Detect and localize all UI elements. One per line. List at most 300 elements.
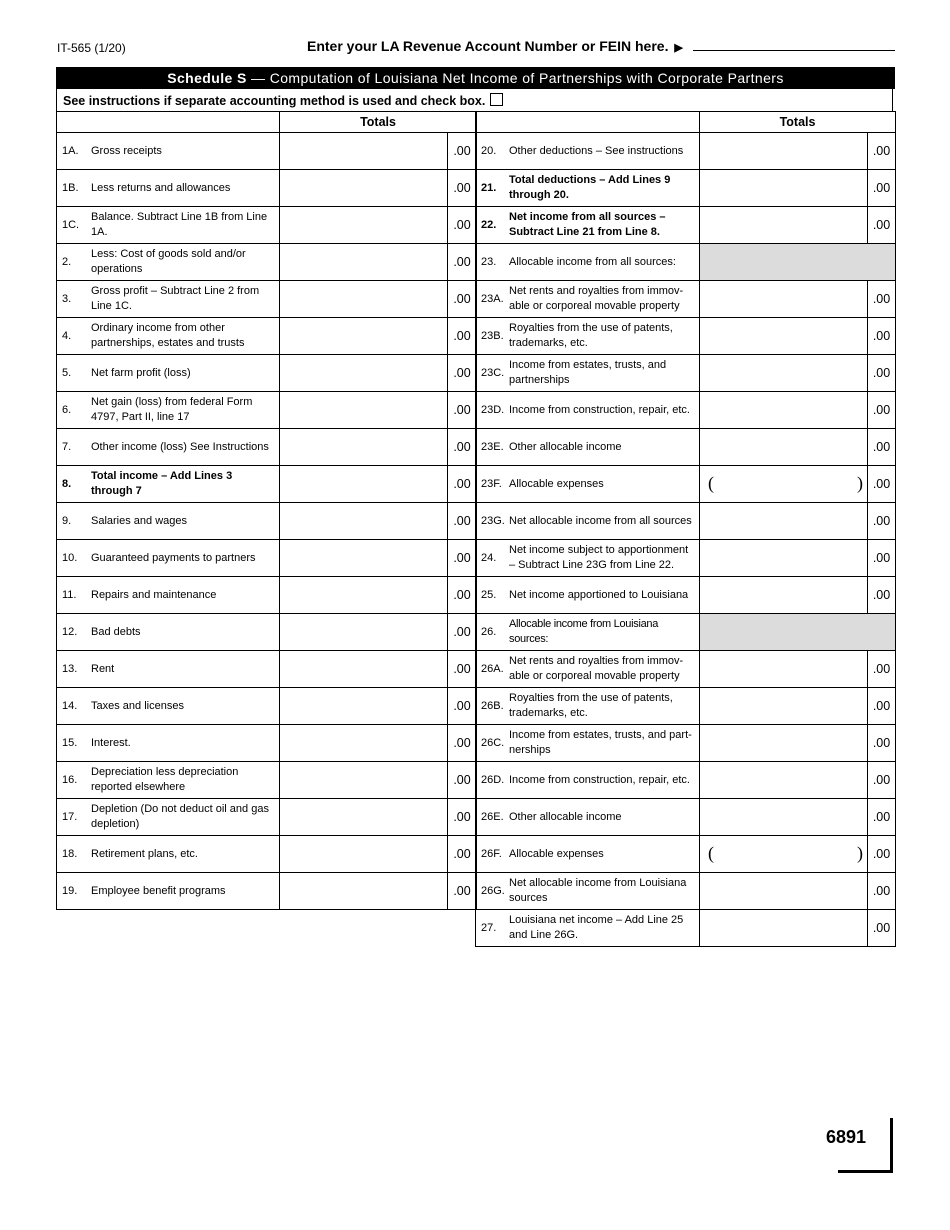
- right-label-header: [476, 112, 700, 133]
- right-line-label-cell: [476, 392, 700, 429]
- line-number: 26.: [481, 625, 497, 638]
- line-number: 1B.: [62, 181, 79, 194]
- right-line-label-cell: [476, 577, 700, 614]
- left-totals-header: Totals: [280, 112, 477, 133]
- amount-input[interactable]: [280, 207, 448, 244]
- left-line-label-cell: [57, 873, 280, 910]
- cents-suffix: .00: [868, 762, 896, 799]
- line-label: [476, 281, 699, 317]
- amount-input[interactable]: [700, 503, 868, 540]
- cents-suffix: .00: [868, 873, 896, 910]
- right-line-label-cell: [476, 355, 700, 392]
- amount-input[interactable]: [700, 688, 868, 725]
- cents-suffix: .00: [868, 836, 896, 873]
- left-line-label-cell: [57, 577, 280, 614]
- cents-suffix: .00: [868, 651, 896, 688]
- line-number: 26E.: [481, 810, 504, 823]
- amount-input[interactable]: [700, 910, 868, 947]
- amount-input[interactable]: [280, 762, 448, 799]
- line-label: [57, 577, 279, 613]
- schedule-title-text: — Computation of Louisiana Net Income of Partnerships with Corporate Partners: [246, 70, 784, 86]
- line-description: Net income from all sources – Subtract Line 21 from Line 8.: [509, 211, 666, 238]
- line-number: 1C.: [62, 218, 80, 231]
- amount-input[interactable]: [700, 466, 868, 503]
- line-number: 18.: [62, 847, 78, 860]
- cents-suffix: .00: [448, 873, 477, 910]
- right-line-label-cell: [476, 873, 700, 910]
- amount-input[interactable]: [280, 318, 448, 355]
- amount-input[interactable]: [700, 873, 868, 910]
- corner-mark-vertical: [890, 1118, 893, 1173]
- left-line-row: [57, 577, 477, 614]
- page-code: 6891: [826, 1127, 867, 1147]
- line-description: Salaries and wages: [91, 514, 188, 527]
- right-line-row: [476, 133, 896, 170]
- line-description: Royalties from the use of patents, trademarks, etc.: [509, 322, 673, 349]
- amount-input[interactable]: [700, 170, 868, 207]
- left-line-label-cell: [57, 133, 280, 170]
- line-label: [476, 910, 699, 946]
- line-number: 3.: [62, 292, 72, 305]
- corner-mark-horizontal: [838, 1170, 893, 1173]
- amount-input[interactable]: [280, 873, 448, 910]
- right-line-row: [476, 355, 896, 392]
- left-line-label-cell: [57, 651, 280, 688]
- separate-accounting-instruction: [56, 89, 893, 111]
- amount-input[interactable]: [700, 836, 868, 873]
- amount-input[interactable]: [700, 133, 868, 170]
- line-label: [57, 688, 279, 724]
- cents-suffix: .00: [868, 799, 896, 836]
- left-line-label-cell: [57, 762, 280, 799]
- line-description: Allocable income from Louisiana sources:: [509, 618, 659, 645]
- line-label: [476, 540, 699, 576]
- amount-input[interactable]: [700, 355, 868, 392]
- line-number: 6.: [62, 403, 72, 416]
- line-description: Gross profit – Subtract Line 2 from Line 1C.: [91, 285, 260, 312]
- line-number: 15.: [62, 736, 78, 749]
- line-label: [57, 207, 279, 243]
- amount-input[interactable]: [280, 133, 448, 170]
- cents-suffix: .00: [868, 355, 896, 392]
- line-label: [57, 503, 279, 539]
- cents-suffix: .00: [868, 429, 896, 466]
- amount-input[interactable]: [280, 355, 448, 392]
- left-line-label-cell: [57, 725, 280, 762]
- left-line-row: [57, 133, 477, 170]
- right-line-label-cell: [476, 614, 700, 651]
- cents-suffix: .00: [448, 355, 477, 392]
- amount-input[interactable]: [280, 725, 448, 762]
- left-line-row: [57, 281, 477, 318]
- line-number: 8.: [62, 477, 72, 490]
- amount-input[interactable]: [280, 170, 448, 207]
- left-line-label-cell: [57, 540, 280, 577]
- line-description: Depletion (Do not deduct oil and gas depletion): [91, 803, 269, 830]
- line-number: 9.: [62, 514, 72, 527]
- right-line-label-cell: [476, 133, 700, 170]
- close-paren: ): [857, 473, 863, 493]
- line-label: [57, 392, 279, 428]
- cents-suffix: .00: [868, 910, 896, 947]
- line-label: [476, 244, 699, 280]
- amount-input[interactable]: [700, 207, 868, 244]
- line-description: Depreciation less depreciation reported elsewhere: [91, 766, 239, 793]
- right-line-label-cell: [476, 799, 700, 836]
- amount-input[interactable]: [700, 540, 868, 577]
- line-number: 23F.: [481, 477, 502, 490]
- line-number: 26D.: [481, 773, 505, 786]
- cents-suffix: .00: [448, 762, 477, 799]
- line-label: [476, 725, 699, 761]
- line-description: Net income subject to apportionment – Subtract Line 23G from Line 22.: [509, 544, 689, 571]
- arrow-right-icon: ▶: [674, 42, 683, 54]
- line-description: Net rents and royalties from immov-able or corporeal movable property: [509, 655, 684, 682]
- cents-suffix: .00: [868, 170, 896, 207]
- line-number: 23G.: [481, 514, 505, 527]
- cents-suffix: .00: [448, 651, 477, 688]
- line-label: [476, 799, 699, 835]
- right-line-row: [476, 836, 896, 873]
- open-paren: (: [708, 843, 714, 863]
- line-label: [476, 170, 699, 206]
- line-description: Retirement plans, etc.: [91, 847, 198, 860]
- right-line-row: [476, 873, 896, 910]
- left-line-row: [57, 762, 477, 799]
- cents-suffix: .00: [448, 577, 477, 614]
- line-number: 26F.: [481, 847, 502, 860]
- line-label: [476, 355, 699, 391]
- cents-suffix: .00: [448, 725, 477, 762]
- line-number: 1A.: [62, 144, 79, 157]
- line-label: [57, 799, 279, 835]
- right-line-row: [476, 762, 896, 799]
- cents-suffix: .00: [448, 466, 477, 503]
- line-description: Gross receipts: [91, 144, 162, 157]
- line-description: Allocable income from all sources:: [509, 255, 676, 268]
- right-line-label-cell: [476, 836, 700, 873]
- cents-suffix: .00: [868, 688, 896, 725]
- line-label: [57, 762, 279, 798]
- left-line-label-cell: [57, 244, 280, 281]
- cents-suffix: .00: [448, 244, 477, 281]
- line-label: [57, 466, 279, 502]
- line-description: Other allocable income: [509, 810, 622, 823]
- line-description: Total deductions – Add Lines 9 through 20.: [509, 174, 671, 201]
- amount-input[interactable]: [700, 318, 868, 355]
- line-number: 10.: [62, 551, 78, 564]
- line-description: Royalties from the use of patents, trademarks, etc.: [509, 692, 673, 719]
- right-line-row: [476, 429, 896, 466]
- line-number: 23E.: [481, 440, 504, 453]
- line-label: [476, 873, 699, 909]
- form-id: IT-565 (1/20): [57, 41, 126, 55]
- amount-input[interactable]: [280, 466, 448, 503]
- left-line-label-cell: [57, 503, 280, 540]
- cents-suffix: .00: [868, 281, 896, 318]
- amount-input[interactable]: [700, 429, 868, 466]
- line-description: Bad debts: [91, 625, 141, 638]
- line-number: 20.: [481, 144, 497, 157]
- right-line-row: [476, 318, 896, 355]
- cents-suffix: .00: [448, 133, 477, 170]
- schedule-title: [56, 67, 895, 89]
- line-label: [476, 762, 699, 798]
- right-line-row: [476, 281, 896, 318]
- amount-input[interactable]: [700, 799, 868, 836]
- left-line-label-cell: [57, 836, 280, 873]
- line-number: 26C.: [481, 736, 505, 749]
- right-header-row: [476, 112, 896, 133]
- cents-suffix: .00: [448, 836, 477, 873]
- line-number: 21.: [481, 181, 497, 194]
- right-line-label-cell: [476, 910, 700, 947]
- amount-input[interactable]: [700, 281, 868, 318]
- line-description: Income from estates, trusts, and part-nerships: [509, 729, 692, 756]
- line-number: 23B.: [481, 329, 504, 342]
- cents-suffix: .00: [868, 503, 896, 540]
- right-line-label-cell: [476, 281, 700, 318]
- line-label: [57, 429, 279, 465]
- line-label: [57, 170, 279, 206]
- amount-input[interactable]: [280, 392, 448, 429]
- cents-suffix: .00: [868, 577, 896, 614]
- line-description: Rent: [91, 662, 115, 675]
- right-schedule-table: [475, 111, 896, 947]
- cents-suffix: .00: [448, 799, 477, 836]
- left-line-row: [57, 466, 477, 503]
- line-description: Net rents and royalties from immov-able or corporeal movable property: [509, 285, 684, 312]
- line-description: Income from construction, repair, etc.: [509, 773, 690, 786]
- right-line-row: [476, 466, 896, 503]
- right-line-label-cell: [476, 725, 700, 762]
- line-number: 24.: [481, 551, 497, 564]
- line-number: 4.: [62, 329, 72, 342]
- line-description: Net gain (loss) from federal Form 4797, Part II, line 17: [91, 396, 253, 423]
- cents-suffix: .00: [868, 133, 896, 170]
- line-label: [57, 133, 279, 169]
- instruction-text: See instructions if separate accounting method is used and check box.: [63, 94, 486, 108]
- amount-input[interactable]: [280, 540, 448, 577]
- left-line-label-cell: [57, 281, 280, 318]
- cents-suffix: .00: [448, 503, 477, 540]
- line-number: 14.: [62, 699, 78, 712]
- line-number: 13.: [62, 662, 78, 675]
- line-description: Balance. Subtract Line 1B from Line 1A.: [91, 211, 268, 238]
- left-line-row: [57, 170, 477, 207]
- right-line-label-cell: [476, 466, 700, 503]
- line-number: 2.: [62, 255, 72, 268]
- amount-input[interactable]: [280, 429, 448, 466]
- left-line-label-cell: [57, 466, 280, 503]
- line-label: [57, 614, 279, 650]
- line-label: [57, 318, 279, 354]
- amount-input[interactable]: [280, 688, 448, 725]
- cents-suffix: .00: [448, 688, 477, 725]
- line-description: Allocable expenses: [509, 847, 604, 860]
- shaded-amount-cell: [700, 614, 896, 651]
- line-number: 25.: [481, 588, 497, 601]
- right-line-label-cell: [476, 207, 700, 244]
- line-label: [57, 873, 279, 909]
- line-description: Less: Cost of goods sold and/or operations: [91, 248, 246, 275]
- line-number: 26G.: [481, 884, 505, 897]
- line-label: [476, 318, 699, 354]
- right-line-row: [476, 503, 896, 540]
- right-line-label-cell: [476, 651, 700, 688]
- amount-input[interactable]: [280, 799, 448, 836]
- amount-input[interactable]: [700, 762, 868, 799]
- line-number: 22.: [481, 218, 497, 231]
- line-description: Ordinary income from other partnerships, estates and trusts: [91, 322, 245, 349]
- right-line-label-cell: [476, 688, 700, 725]
- line-description: Total income – Add Lines 3 through 7: [91, 470, 233, 497]
- line-label: [476, 207, 699, 243]
- cents-suffix: .00: [448, 614, 477, 651]
- left-line-row: [57, 318, 477, 355]
- left-line-row: [57, 873, 477, 910]
- left-line-label-cell: [57, 614, 280, 651]
- line-description: Louisiana net income – Add Line 25 and Line 26G.: [509, 914, 684, 941]
- cents-suffix: .00: [448, 429, 477, 466]
- line-label: [476, 614, 699, 650]
- left-line-label-cell: [57, 392, 280, 429]
- fein-input[interactable]: [693, 38, 895, 51]
- line-label: [476, 503, 699, 539]
- right-line-label-cell: [476, 170, 700, 207]
- right-line-label-cell: [476, 429, 700, 466]
- right-line-row: [476, 207, 896, 244]
- cents-suffix: .00: [868, 392, 896, 429]
- line-description: Net farm profit (loss): [91, 366, 191, 379]
- line-description: Income from estates, trusts, and partnerships: [509, 359, 667, 386]
- left-line-row: [57, 355, 477, 392]
- left-line-label-cell: [57, 429, 280, 466]
- fein-prompt-text: Enter your LA Revenue Account Number or FEIN here.: [307, 38, 669, 54]
- amount-input[interactable]: [280, 281, 448, 318]
- line-description: Other income (loss) See Instructions: [91, 440, 269, 453]
- amount-input[interactable]: [700, 725, 868, 762]
- amount-input[interactable]: [280, 614, 448, 651]
- line-description: Guaranteed payments to partners: [91, 551, 256, 564]
- line-label: [476, 466, 699, 502]
- line-number: 23C.: [481, 366, 505, 379]
- form-header: [57, 38, 895, 58]
- line-label: [476, 836, 699, 872]
- line-number: 23A.: [481, 292, 504, 305]
- right-line-label-cell: [476, 762, 700, 799]
- line-description: Taxes and licenses: [91, 699, 184, 712]
- line-number: 26B.: [481, 699, 504, 712]
- amount-input[interactable]: [280, 577, 448, 614]
- left-line-label-cell: [57, 318, 280, 355]
- line-number: 11.: [62, 588, 77, 601]
- line-number: 23D.: [481, 403, 505, 416]
- left-line-row: [57, 651, 477, 688]
- line-number: 27.: [481, 921, 497, 934]
- cents-suffix: .00: [868, 540, 896, 577]
- amount-input[interactable]: [280, 651, 448, 688]
- line-number: 19.: [62, 884, 78, 897]
- amount-input[interactable]: [700, 651, 868, 688]
- right-line-row: [476, 651, 896, 688]
- line-label: [57, 355, 279, 391]
- right-line-row: [476, 540, 896, 577]
- line-description: Net allocable income from all sources: [509, 514, 692, 527]
- left-line-row: [57, 429, 477, 466]
- right-line-label-cell: [476, 318, 700, 355]
- left-line-row: [57, 725, 477, 762]
- line-number: 7.: [62, 440, 72, 453]
- schedule-name: Schedule S: [167, 70, 247, 86]
- cents-suffix: .00: [868, 725, 896, 762]
- line-description: Interest.: [91, 736, 131, 749]
- line-description: Other allocable income: [509, 440, 622, 453]
- right-line-row: [476, 725, 896, 762]
- left-line-row: [57, 540, 477, 577]
- cents-suffix: .00: [868, 466, 896, 503]
- line-label: [476, 688, 699, 724]
- line-label: [476, 133, 699, 169]
- left-line-label-cell: [57, 170, 280, 207]
- left-line-row: [57, 614, 477, 651]
- right-totals-header: Totals: [700, 112, 896, 133]
- line-label: [57, 540, 279, 576]
- left-line-row: [57, 244, 477, 281]
- cents-suffix: .00: [448, 170, 477, 207]
- separate-accounting-checkbox[interactable]: [490, 93, 503, 106]
- line-label: [476, 429, 699, 465]
- line-label: [57, 244, 279, 280]
- left-line-row: [57, 688, 477, 725]
- left-line-label-cell: [57, 688, 280, 725]
- left-line-row: [57, 836, 477, 873]
- line-number: 16.: [62, 773, 78, 786]
- line-description: Net allocable income from Louisiana sources: [509, 877, 687, 904]
- left-line-label-cell: [57, 207, 280, 244]
- amount-input[interactable]: [700, 392, 868, 429]
- line-description: Other deductions – See instructions: [509, 144, 684, 157]
- line-label: [57, 651, 279, 687]
- left-header-row: [57, 112, 477, 133]
- cents-suffix: .00: [448, 318, 477, 355]
- cents-suffix: .00: [448, 392, 477, 429]
- cents-suffix: .00: [448, 540, 477, 577]
- line-label: [476, 651, 699, 687]
- line-description: Employee benefit programs: [91, 884, 226, 897]
- right-line-label-cell: [476, 540, 700, 577]
- amount-input[interactable]: [280, 244, 448, 281]
- right-line-row: [476, 577, 896, 614]
- line-label: [476, 392, 699, 428]
- line-description: Allocable expenses: [509, 477, 604, 490]
- amount-input[interactable]: [700, 577, 868, 614]
- right-line-row: [476, 910, 896, 947]
- line-number: 17.: [62, 810, 78, 823]
- right-line-row: [476, 688, 896, 725]
- left-schedule-table: [56, 111, 477, 910]
- amount-input[interactable]: [280, 836, 448, 873]
- right-line-label-cell: [476, 503, 700, 540]
- left-line-row: [57, 799, 477, 836]
- right-line-row: [476, 244, 896, 281]
- line-label: [476, 577, 699, 613]
- line-description: Income from construction, repair, etc.: [509, 403, 690, 416]
- line-label: [57, 836, 279, 872]
- amount-input[interactable]: [280, 503, 448, 540]
- left-line-row: [57, 503, 477, 540]
- left-line-row: [57, 207, 477, 244]
